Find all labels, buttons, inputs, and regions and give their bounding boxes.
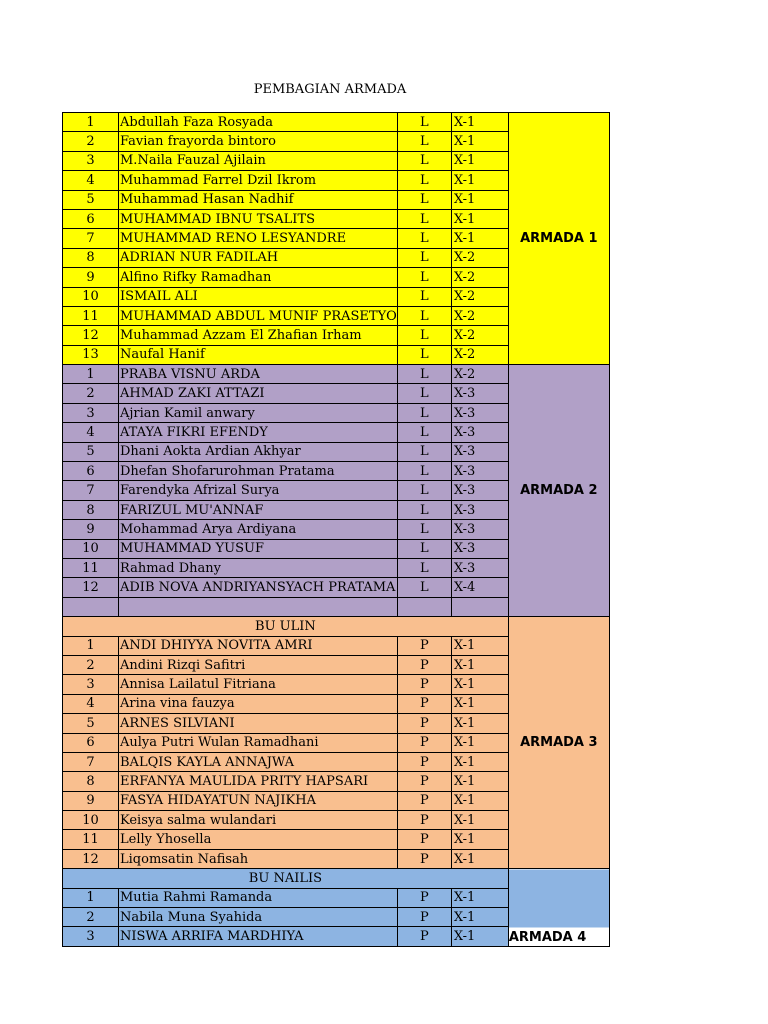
gender-cell: L [397,287,451,306]
student-name: Farendyka Afrizal Surya [119,481,398,500]
student-name: Rahmad Dhany [119,558,398,577]
blank-cell [63,597,119,616]
class-cell: X-1 [451,811,508,830]
gender-cell: P [397,675,451,694]
armada-label: ARMADA 2 [508,365,609,617]
row-number: 5 [63,714,119,733]
gender-cell: L [397,345,451,364]
row-number: 9 [63,520,119,539]
gender-cell: L [397,365,451,384]
class-cell: X-1 [451,752,508,771]
student-name: FASYA HIDAYATUN NAJIKHA [119,791,398,810]
student-name: Keisya salma wulandari [119,811,398,830]
gender-cell: L [397,132,451,151]
class-cell: X-3 [451,403,508,422]
student-name: ATAYA FIKRI EFENDY [119,423,398,442]
student-name: Alfino Rifky Ramadhan [119,268,398,287]
gender-cell: P [397,655,451,674]
row-number: 2 [63,908,119,927]
student-name: MUHAMMAD YUSUF [119,539,398,558]
row-number: 7 [63,752,119,771]
row-number: 4 [63,694,119,713]
class-cell: X-1 [451,675,508,694]
row-number: 3 [63,151,119,170]
class-cell: X-3 [451,558,508,577]
class-cell: X-3 [451,442,508,461]
class-cell: X-1 [451,113,508,132]
gender-cell: L [397,558,451,577]
gender-cell: L [397,403,451,422]
row-number: 8 [63,248,119,267]
student-name: Dhefan Shofarurohman Pratama [119,462,398,481]
gender-cell: P [397,888,451,907]
row-number: 5 [63,442,119,461]
student-name: Liqomsatin Nafisah [119,849,398,868]
row-number: 3 [63,403,119,422]
student-name: Andini Rizqi Safitri [119,655,398,674]
gender-cell: L [397,539,451,558]
student-name: ARNES SILVIANI [119,714,398,733]
blank-cell [397,597,451,616]
group-header: BU ULIN [63,617,509,636]
class-cell: X-2 [451,365,508,384]
class-cell: X-1 [451,927,508,946]
row-number: 7 [63,229,119,248]
gender-cell: L [397,500,451,519]
armada-table [62,112,610,947]
row-number: 2 [63,132,119,151]
student-name: Mutia Rahmi Ramanda [119,888,398,907]
row-number: 9 [63,791,119,810]
class-cell: X-2 [451,268,508,287]
student-name: Muhammad Farrel Dzil Ikrom [119,171,398,190]
student-name: Nabila Muna Syahida [119,908,398,927]
gender-cell: P [397,908,451,927]
gender-cell: P [397,733,451,752]
class-cell: X-2 [451,248,508,267]
gender-cell: L [397,209,451,228]
student-name: Naufal Hanif [119,345,398,364]
group-header-row [63,617,610,636]
class-cell: X-1 [451,655,508,674]
student-name: BALQIS KAYLA ANNAJWA [119,752,398,771]
student-name: FARIZUL MU'ANNAF [119,500,398,519]
gender-cell: P [397,752,451,771]
class-cell: X-3 [451,481,508,500]
class-cell: X-3 [451,462,508,481]
student-name: ADRIAN NUR FADILAH [119,248,398,267]
gender-cell: L [397,481,451,500]
row-number: 8 [63,772,119,791]
class-cell: X-1 [451,132,508,151]
class-cell: X-3 [451,423,508,442]
table-row [63,113,610,132]
class-cell: X-1 [451,190,508,209]
gender-cell: L [397,151,451,170]
blank-cell [451,597,508,616]
row-number: 6 [63,733,119,752]
gender-cell: L [397,326,451,345]
class-cell: X-2 [451,287,508,306]
student-name: ANDI DHIYYA NOVITA AMRI [119,636,398,655]
class-cell: X-4 [451,578,508,597]
group-header-row [63,869,610,888]
class-cell: X-1 [451,908,508,927]
student-name: Mohammad Arya Ardiyana [119,520,398,539]
gender-cell: L [397,268,451,287]
gender-cell: L [397,578,451,597]
armada-label: ARMADA 4 [508,869,609,947]
gender-cell: P [397,927,451,946]
row-number: 11 [63,558,119,577]
gender-cell: L [397,462,451,481]
gender-cell: L [397,113,451,132]
student-name: Arina vina fauzya [119,694,398,713]
student-name: Muhammad Hasan Nadhif [119,190,398,209]
student-name: ERFANYA MAULIDA PRITY HAPSARI [119,772,398,791]
student-name: MUHAMMAD IBNU TSALITS [119,209,398,228]
page-title: PEMBAGIAN ARMADA [253,82,407,97]
row-number: 7 [63,481,119,500]
class-cell: X-1 [451,171,508,190]
gender-cell: P [397,811,451,830]
row-number: 10 [63,539,119,558]
student-name: Ajrian Kamil anwary [119,403,398,422]
student-name: Favian frayorda bintoro [119,132,398,151]
gender-cell: P [397,791,451,810]
row-number: 11 [63,830,119,849]
class-cell: X-3 [451,539,508,558]
row-number: 11 [63,306,119,325]
student-name: MUHAMMAD ABDUL MUNIF PRASETYO [119,306,398,325]
class-cell: X-1 [451,888,508,907]
class-cell: X-1 [451,151,508,170]
gender-cell: L [397,520,451,539]
class-cell: X-1 [451,791,508,810]
gender-cell: L [397,384,451,403]
student-name: ADIB NOVA ANDRIYANSYACH PRATAMA [119,578,398,597]
class-cell: X-3 [451,384,508,403]
class-cell: X-2 [451,326,508,345]
gender-cell: P [397,772,451,791]
class-cell: X-3 [451,520,508,539]
student-name: Lelly Yhosella [119,830,398,849]
gender-cell: L [397,423,451,442]
student-name: Annisa Lailatul Fitriana [119,675,398,694]
class-cell: X-1 [451,714,508,733]
student-name: ISMAIL ALI [119,287,398,306]
student-name: PRABA VISNU ARDA [119,365,398,384]
gender-cell: L [397,248,451,267]
gender-cell: P [397,830,451,849]
gender-cell: L [397,190,451,209]
gender-cell: L [397,306,451,325]
student-name: M.Naila Fauzal Ajilain [119,151,398,170]
row-number: 6 [63,209,119,228]
table-row [63,365,610,384]
gender-cell: P [397,714,451,733]
row-number: 4 [63,423,119,442]
student-name: NISWA ARRIFA MARDHIYA [119,927,398,946]
class-cell: X-1 [451,694,508,713]
row-number: 10 [63,811,119,830]
row-number: 9 [63,268,119,287]
student-name: Abdullah Faza Rosyada [119,113,398,132]
row-number: 1 [63,365,119,384]
student-name: Aulya Putri Wulan Ramadhani [119,733,398,752]
gender-cell: L [397,229,451,248]
row-number: 8 [63,500,119,519]
gender-cell: P [397,636,451,655]
row-number: 3 [63,927,119,946]
gender-cell: P [397,694,451,713]
row-number: 12 [63,326,119,345]
row-number: 2 [63,384,119,403]
armada-table-body [63,113,610,947]
class-cell: X-1 [451,849,508,868]
row-number: 13 [63,345,119,364]
row-number: 1 [63,636,119,655]
row-number: 3 [63,675,119,694]
gender-cell: L [397,171,451,190]
row-number: 12 [63,578,119,597]
row-number: 1 [63,888,119,907]
row-number: 6 [63,462,119,481]
student-name: Muhammad Azzam El Zhafian Irham [119,326,398,345]
row-number: 1 [63,113,119,132]
student-name: MUHAMMAD RENO LESYANDRE [119,229,398,248]
class-cell: X-1 [451,733,508,752]
armada-label: ARMADA 1 [508,113,609,365]
row-number: 12 [63,849,119,868]
gender-cell: P [397,849,451,868]
class-cell: X-3 [451,500,508,519]
gender-cell: L [397,442,451,461]
student-name: AHMAD ZAKI ATTAZI [119,384,398,403]
class-cell: X-2 [451,345,508,364]
row-number: 4 [63,171,119,190]
blank-cell [119,597,398,616]
class-cell: X-1 [451,830,508,849]
row-number: 2 [63,655,119,674]
class-cell: X-1 [451,636,508,655]
class-cell: X-2 [451,306,508,325]
row-number: 10 [63,287,119,306]
row-number: 5 [63,190,119,209]
student-name: Dhani Aokta Ardian Akhyar [119,442,398,461]
class-cell: X-1 [451,229,508,248]
class-cell: X-1 [451,209,508,228]
armada-label: ARMADA 3 [508,617,609,869]
group-header: BU NAILIS [63,869,509,888]
class-cell: X-1 [451,772,508,791]
